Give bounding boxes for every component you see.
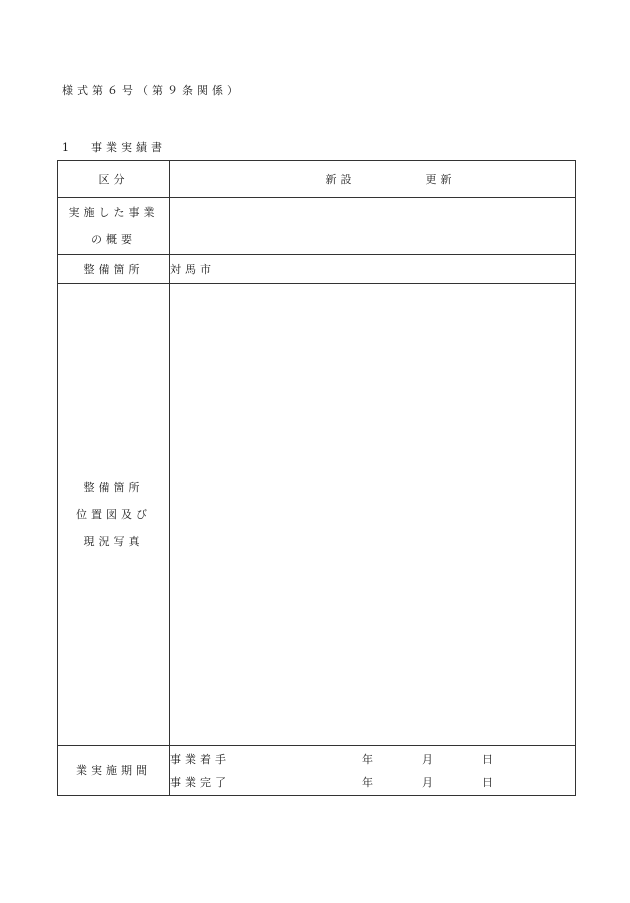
location-field[interactable]: 対馬市 bbox=[170, 255, 576, 284]
photo-label-line3: 現況写真 bbox=[83, 535, 144, 548]
period-label: 業実施期間 bbox=[58, 746, 170, 796]
location-label: 整備箇所 bbox=[58, 255, 170, 284]
location-row bbox=[58, 255, 576, 284]
start-day-unit: 日 bbox=[482, 753, 497, 766]
photo-label-line2: 位置図及び bbox=[76, 508, 151, 521]
option-renewal[interactable]: 更新 bbox=[425, 173, 456, 186]
start-label: 事業着手 bbox=[170, 753, 230, 766]
section-number: 1 bbox=[62, 141, 73, 154]
period-field bbox=[170, 746, 576, 796]
overview-label-line2: の概要 bbox=[91, 233, 136, 246]
overview-row bbox=[58, 198, 576, 255]
photo-field[interactable] bbox=[170, 284, 576, 746]
overview-label bbox=[58, 198, 170, 255]
end-label: 事業完了 bbox=[170, 776, 230, 789]
end-year-unit: 年 bbox=[362, 776, 377, 789]
photo-label bbox=[58, 284, 170, 746]
end-date-line[interactable] bbox=[170, 771, 575, 794]
overview-field[interactable] bbox=[170, 198, 576, 255]
section-title-text: 事業実績書 bbox=[91, 141, 166, 154]
option-new[interactable]: 新設 bbox=[325, 173, 356, 186]
start-month-unit: 月 bbox=[422, 753, 437, 766]
report-table bbox=[57, 160, 576, 796]
section-title bbox=[62, 139, 166, 155]
division-row bbox=[58, 161, 576, 198]
overview-label-line1: 実施した事業 bbox=[68, 206, 159, 219]
division-value bbox=[170, 161, 576, 198]
end-day-unit: 日 bbox=[482, 776, 497, 789]
start-year-unit: 年 bbox=[362, 753, 377, 766]
start-date-line[interactable] bbox=[170, 748, 575, 771]
end-month-unit: 月 bbox=[422, 776, 437, 789]
photo-row bbox=[58, 284, 576, 746]
form-number: 様式第６号（第９条関係） bbox=[62, 84, 242, 97]
division-label: 区分 bbox=[58, 161, 170, 198]
photo-label-line1: 整備箇所 bbox=[83, 481, 144, 494]
period-row bbox=[58, 746, 576, 796]
